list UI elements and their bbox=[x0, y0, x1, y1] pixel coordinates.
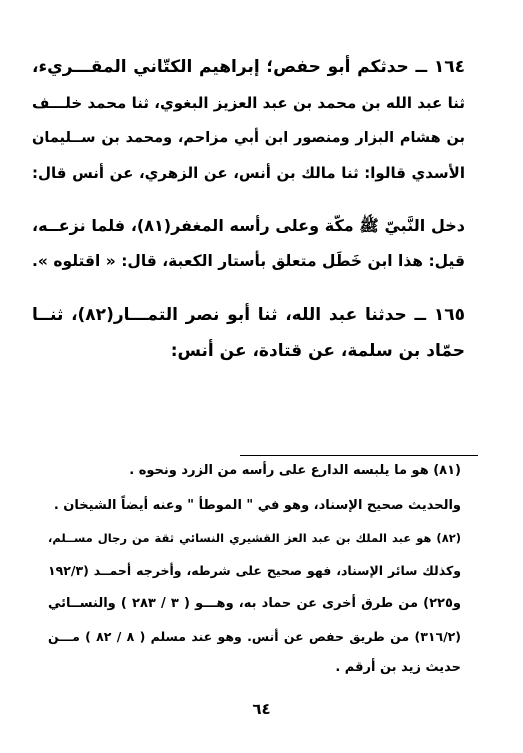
footnote-82-line-2: وكذلك سائر الإسناد، فهو صحيح على شرطه، وأخرجه أحمــد (١٩٢/٣ bbox=[48, 563, 461, 578]
footnote-82-line-3: و٢٢٥) من طرق أخرى عن حماد به، وهـــو ( ٣ / ٢٨٣ ) والنســائي bbox=[48, 596, 462, 611]
footnote-82-line-4: (٣١٦/٢) من طريق حفص عن أنس. وهو عند مسلم ( ٨ / ٨٢ ) مـــن bbox=[48, 629, 461, 644]
footnote-separator bbox=[240, 455, 478, 456]
hadith-164-matn-line-2: قيل: هذا ابن خَطَل متعلق بأستار الكعبة، قال: « اقتلوه ». bbox=[32, 252, 465, 270]
hadith-164-matn-line-1: دخل النَّبيّ ﷺ مكّة وعلى رأسه المغفر(٨١)، فلما نزعــه، bbox=[32, 216, 465, 235]
hadith-165-line-1: ١٦٥ ــ حدثنا عبد الله، ثنا أبو نصر التمـــار(٨٢)، ثنــا bbox=[32, 305, 465, 325]
hadith-164-line-2: ثنا عبد الله بن محمد بن عبد العزيز البغوي، ثنا محمد خلـــف bbox=[32, 94, 465, 112]
footnote-81-line-2: والحديث صحيح الإسناد، وهو في " الموطأ " وعنه أيضاً الشيخان . bbox=[53, 498, 461, 513]
hadith-164-line-4: الأسدي قالوا: ثنا مالك بن أنس، عن الزهري، عن أنس قال: bbox=[32, 164, 465, 182]
hadith-164-line-3: بن هشام البزار ومنصور ابن أبي مزاحم، ومحمد بن ســليمان bbox=[32, 130, 465, 146]
page-number: ٦٤ bbox=[252, 700, 271, 718]
hadith-164-line-1: ١٦٤ ــ حدثكم أبو حفص؛ إبراهيم الكتّاني المقـــريء، bbox=[32, 57, 465, 77]
footnote-81-line-1: (٨١) هو ما يلبسه الدارع على رأسه من الزرد ونحوه . bbox=[129, 463, 461, 478]
footnote-82-line-1: (٨٢) هو عبد الملك بن عبد العز القشيري النسائي ثقة من رجال مســلم، bbox=[48, 531, 461, 545]
hadith-165-line-2: حمّاد بن سلمة، عن قتادة، عن أنس: bbox=[170, 341, 465, 361]
footnote-82-line-5: حديث زيد بن أرقم . bbox=[335, 660, 461, 675]
